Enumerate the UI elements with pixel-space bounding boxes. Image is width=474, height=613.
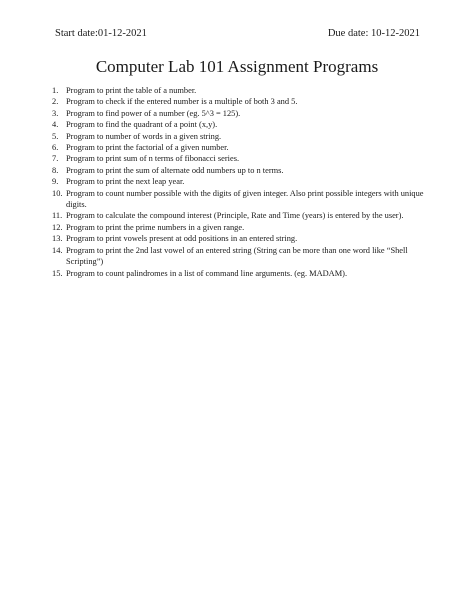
item-number: 4. (52, 120, 59, 130)
item-number: 3. (52, 108, 59, 118)
item-number: 15. (52, 268, 63, 278)
item-number: 12. (52, 222, 63, 232)
due-date: Due date: 10-12-2021 (327, 28, 420, 39)
item-number: 7. (52, 154, 59, 164)
item-number: 10. (52, 188, 63, 198)
item-number: 2. (52, 97, 59, 107)
item-text: Program to count palindromes in a list of command line arguments. (eg. MADAM). (66, 268, 348, 278)
list-item (52, 131, 424, 142)
page-title: Computer Lab 101 Assignment Programs (95, 57, 379, 76)
item-text: Program to print the factorial of a given number. (66, 143, 229, 153)
list-item (52, 245, 424, 268)
list-item (52, 176, 424, 187)
item-text: Program to print the table of a number. (66, 86, 197, 95)
list-item (52, 188, 424, 211)
program-list (52, 85, 424, 279)
item-text: Program to print the next leap year. (66, 177, 185, 187)
item-number: 8. (52, 165, 59, 175)
list-item (52, 108, 424, 119)
item-text: Program to find the quadrant of a point (x,y). (66, 120, 218, 130)
item-text: Program to print the prime numbers in a given range. (66, 222, 245, 232)
item-text: Program to find power of a number (eg. 5^3 = 125). (66, 108, 241, 118)
list-item (52, 222, 424, 233)
list-item (52, 233, 424, 244)
item-number: 13. (52, 234, 63, 244)
item-number: 14. (52, 245, 63, 255)
date-header (55, 27, 420, 41)
list-item (52, 268, 424, 279)
start-date: Start date:01-12-2021 (55, 28, 147, 39)
list-item (52, 153, 424, 164)
item-number: 6. (52, 143, 59, 153)
item-number: 1. (52, 86, 59, 95)
item-text: Program to check if the entered number is a multiple of both 3 and 5. (66, 97, 298, 107)
list-item (52, 165, 424, 176)
item-text: Program to print vowels present at odd positions in an entered string. (66, 234, 298, 244)
item-text: Program to count number possible with the digits of given integer. Also print possible integers with unique digits. (66, 188, 424, 210)
list-item (52, 210, 424, 221)
item-text: Program to calculate the compound interest (Principle, Rate and Time (years) is entered by the user). (66, 211, 404, 221)
list-item (52, 85, 424, 96)
list-item (52, 142, 424, 153)
item-number: 11. (52, 211, 63, 221)
list-item (52, 96, 424, 107)
item-text: Program to print sum of n terms of fibonacci series. (66, 154, 240, 164)
item-number: 5. (52, 131, 59, 141)
item-number: 9. (52, 177, 59, 187)
list-item (52, 119, 424, 130)
item-text: Program to print the sum of alternate odd numbers up to n terms. (66, 165, 284, 175)
item-text: Program to number of words in a given string. (66, 131, 222, 141)
item-text: Program to print the 2nd last vowel of an entered string (String can be more than one word like “Shell Scripting”) (66, 245, 408, 267)
